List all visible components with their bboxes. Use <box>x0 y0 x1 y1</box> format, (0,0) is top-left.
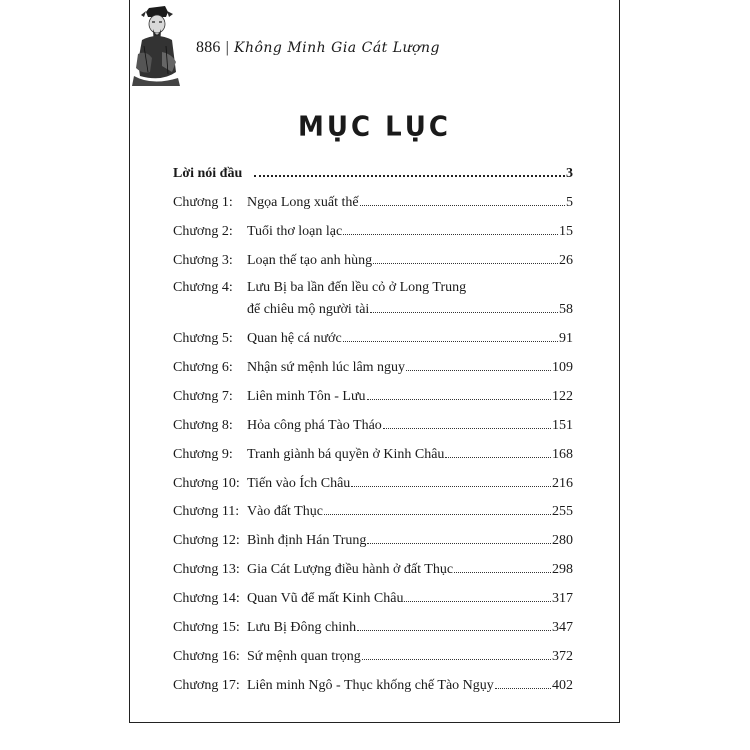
toc-leader <box>373 250 558 264</box>
toc-chapter: Chương 16: <box>173 649 240 664</box>
toc-entry[interactable] <box>173 221 573 241</box>
toc-title-text: Gia Cát Lượng điều hành ở đất Thục <box>247 562 454 577</box>
toc-entry[interactable] <box>173 444 573 464</box>
toc-page: 280 <box>552 533 573 548</box>
toc-leader <box>343 221 558 235</box>
toc-chapter: Chương 3: <box>173 253 233 268</box>
toc-page: 347 <box>552 620 573 635</box>
toc-entry[interactable] <box>173 501 573 521</box>
toc-entry[interactable] <box>173 415 573 435</box>
table-of-contents <box>130 0 619 722</box>
toc-chapter: Chương 4: <box>173 280 233 295</box>
toc-leader <box>351 473 551 487</box>
toc-leader <box>362 646 551 660</box>
toc-entry[interactable] <box>173 192 573 212</box>
toc-entry[interactable] <box>173 617 573 637</box>
toc-page: 168 <box>552 447 573 462</box>
toc-entry[interactable] <box>173 588 573 608</box>
toc-leader <box>367 530 551 544</box>
toc-title-text: Liên minh Tôn - Lưu <box>247 389 366 404</box>
page-number: 886 <box>196 39 221 56</box>
toc-entry[interactable] <box>173 279 573 297</box>
toc-title-text: Nhận sứ mệnh lúc lâm nguy <box>247 360 406 375</box>
toc-entry[interactable] <box>173 250 573 270</box>
toc-title-text: Ngọa Long xuất thế <box>247 195 359 210</box>
toc-page: 298 <box>552 562 573 577</box>
toc-page: 122 <box>552 389 573 404</box>
toc-title-text: Liên minh Ngô - Thục khống chế Tào Ngụy <box>247 678 494 693</box>
toc-page: 317 <box>552 591 573 606</box>
toc-leader <box>324 501 551 515</box>
toc-leader <box>367 386 551 400</box>
toc-title-text: Sứ mệnh quan trọng <box>247 649 361 664</box>
running-title: Không Minh Gia Cát Lượng <box>234 40 440 56</box>
toc-leader <box>357 617 551 631</box>
toc-entry[interactable] <box>173 530 573 550</box>
toc-page: 255 <box>552 504 573 519</box>
toc-chapter: Chương 9: <box>173 447 233 462</box>
toc-title-text: Lưu Bị ba lần đến lều cỏ ở Long Trung <box>247 280 467 295</box>
toc-leader <box>454 559 551 573</box>
toc-page: 15 <box>559 224 573 239</box>
toc-title: MỤC LỤC <box>298 111 451 143</box>
toc-leader <box>404 588 551 602</box>
toc-page: 109 <box>552 360 573 375</box>
toc-title-text: Quan hệ cá nước <box>247 331 342 346</box>
toc-chapter: Chương 1: <box>173 195 233 210</box>
toc-entry[interactable] <box>173 162 573 183</box>
toc-title-text: Tiến vào Ích Châu <box>247 476 351 491</box>
toc-title-text: Tuổi thơ loạn lạc <box>247 224 343 239</box>
toc-chapter: Chương 8: <box>173 418 233 433</box>
toc-entry[interactable] <box>173 646 573 666</box>
toc-title-text: Quan Vũ để mất Kinh Châu <box>247 591 404 606</box>
toc-title-text: Tranh giành bá quyền ở Kinh Châu <box>247 447 445 462</box>
toc-page: 91 <box>559 331 573 346</box>
toc-chapter: Chương 11: <box>173 504 240 519</box>
toc-entry[interactable] <box>173 559 573 579</box>
toc-leader <box>370 299 558 313</box>
toc-chapter: Chương 17: <box>173 678 240 693</box>
toc-page: 372 <box>552 649 573 664</box>
toc-title-text: để chiêu mộ người tài <box>247 302 370 317</box>
toc-chapter: Chương 6: <box>173 360 233 375</box>
toc-page: 5 <box>566 195 573 210</box>
toc-title-text: Bình định Hán Trung <box>247 533 367 548</box>
toc-page: 26 <box>559 253 573 268</box>
toc-page: 402 <box>552 678 573 693</box>
toc-entry-continuation[interactable] <box>173 299 573 319</box>
header-separator: | <box>225 39 230 56</box>
toc-leader <box>254 162 565 177</box>
toc-entry[interactable] <box>173 357 573 377</box>
toc-chapter: Chương 13: <box>173 562 240 577</box>
toc-leader <box>343 328 558 342</box>
toc-leader <box>445 444 551 458</box>
toc-chapter: Chương 14: <box>173 591 240 606</box>
toc-chapter: Chương 12: <box>173 533 240 548</box>
toc-chapter: Chương 15: <box>173 620 240 635</box>
toc-title-text: Lưu Bị Đông chinh <box>247 620 357 635</box>
toc-leader <box>406 357 551 371</box>
toc-page: 216 <box>552 476 573 491</box>
book-page <box>129 0 620 723</box>
toc-leader <box>495 675 551 689</box>
toc-page: 3 <box>566 166 573 181</box>
toc-page: 58 <box>559 302 573 317</box>
toc-leader <box>360 192 565 206</box>
toc-title-text: Vào đất Thục <box>247 504 323 519</box>
toc-chapter: Chương 10: <box>173 476 240 491</box>
toc-chapter: Chương 2: <box>173 224 233 239</box>
toc-chapter: Chương 5: <box>173 331 233 346</box>
toc-leader <box>383 415 551 429</box>
toc-page: 151 <box>552 418 573 433</box>
toc-chapter: Lời nói đầu <box>173 166 243 181</box>
toc-title-text: Hỏa công phá Tào Tháo <box>247 418 382 433</box>
toc-entry[interactable] <box>173 328 573 348</box>
toc-title-text: Loạn thế tạo anh hùng <box>247 253 373 268</box>
toc-entry[interactable] <box>173 675 573 695</box>
toc-entry[interactable] <box>173 386 573 406</box>
toc-chapter: Chương 7: <box>173 389 233 404</box>
toc-entry[interactable] <box>173 473 573 493</box>
